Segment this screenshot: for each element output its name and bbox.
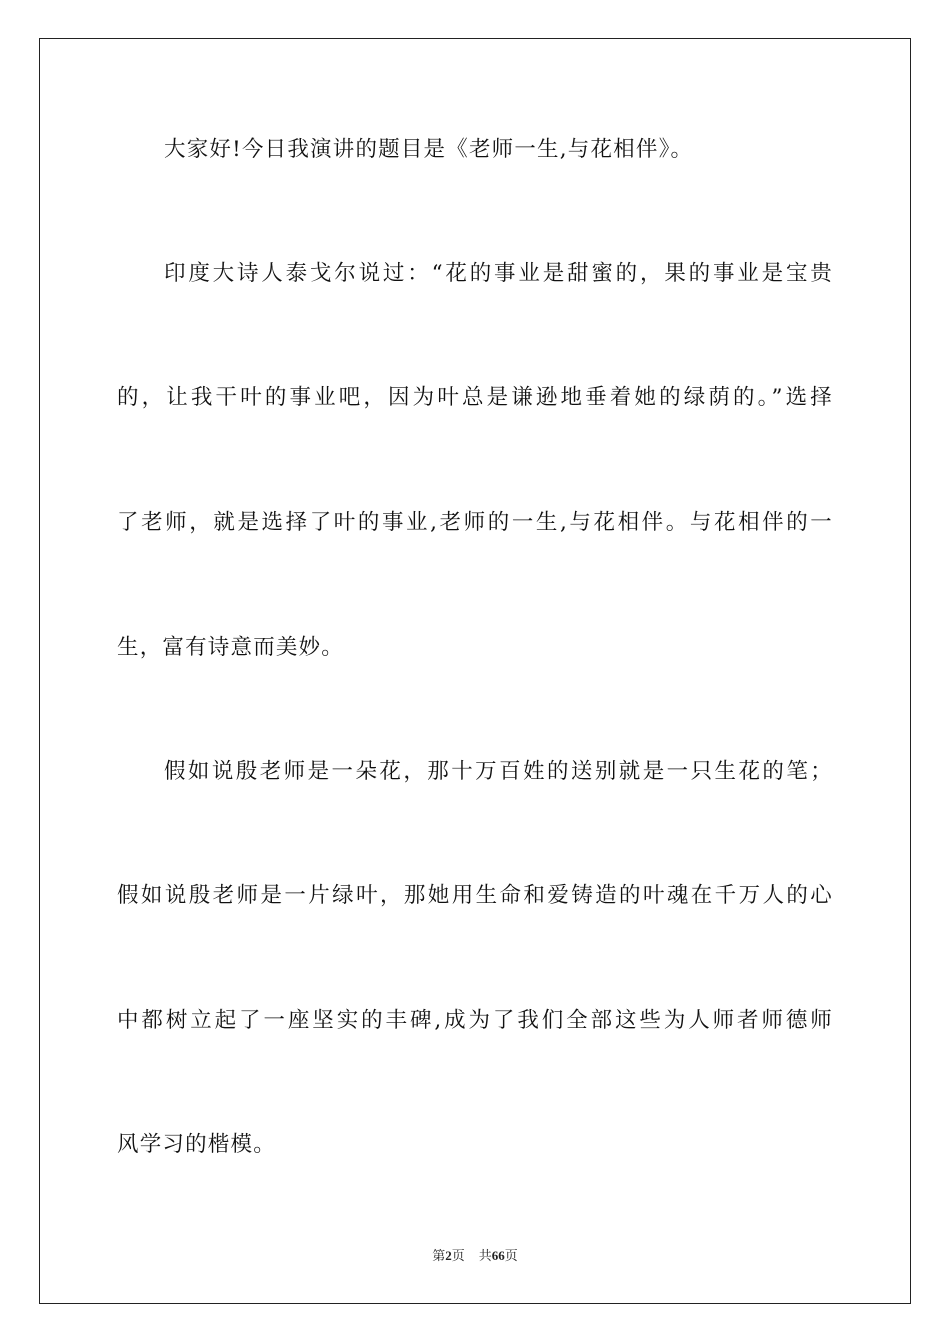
paragraph-3-line-1: 假如说殷老师是一朵花，那十万百姓的送别就是一只生花的笔； (164, 759, 833, 784)
paragraph-1-line-1: 大家好!今日我演讲的题目是《老师一生,与花相伴》。 (164, 137, 694, 162)
page-number-prefix: 第 (432, 1248, 446, 1263)
total-pages-prefix: 共 (478, 1248, 492, 1263)
paragraph-2-line-4: 生，富有诗意而美妙。 (117, 635, 345, 660)
paragraph-3-line-2: 假如说殷老师是一片绿叶，那她用生命和爱铸造的叶魂在千万人的心 (117, 883, 833, 908)
paragraph-2-line-1: 印度大诗人泰戈尔说过：“花的事业是甜蜜的，果的事业是宝贵 (164, 261, 833, 286)
page-border (39, 38, 911, 1304)
total-pages: 66 (491, 1248, 505, 1263)
page-number: 2 (445, 1248, 452, 1263)
paragraph-3-line-4: 风学习的楷模。 (117, 1132, 276, 1157)
total-pages-suffix: 页 (504, 1248, 518, 1263)
paragraph-3-line-3: 中都树立起了一座坚实的丰碑,成为了我们全部这些为人师者师德师 (117, 1008, 833, 1033)
paragraph-2-line-2: 的，让我干叶的事业吧，因为叶总是谦逊地垂着她的绿荫的。”选择 (117, 385, 833, 410)
paragraph-2-line-3: 了老师，就是选择了叶的事业,老师的一生,与花相伴。与花相伴的一 (117, 510, 833, 535)
page-footer (0, 1247, 950, 1265)
page-number-suffix: 页 (451, 1248, 465, 1263)
